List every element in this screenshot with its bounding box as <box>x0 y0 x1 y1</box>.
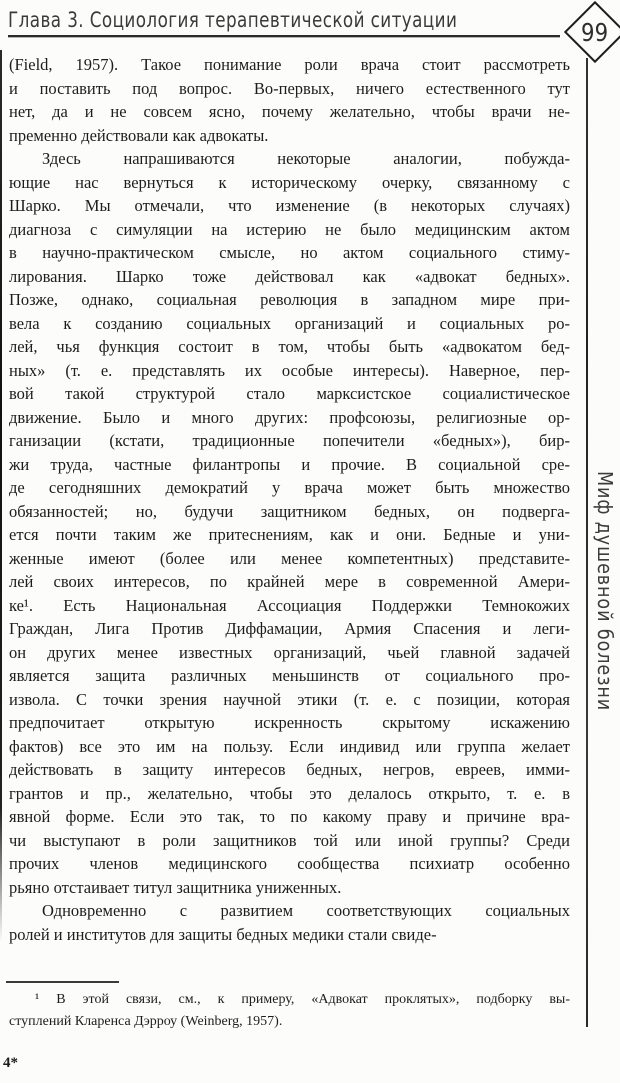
text-line: вой такой структурой стало марксистское социалистическое <box>9 384 570 403</box>
scan-left-edge <box>0 50 2 942</box>
text-line: ющие нас вернуться к историческому очерку, связанному с <box>9 172 570 192</box>
text-line: рьяно отстаивает титул защитника униженных. <box>9 877 342 897</box>
text-line: лей, чья функция состоит в том, чтобы быть «адвокатом бед- <box>9 337 570 356</box>
text-line: действовать в защиту интересов бедных, негров, евреев, имми- <box>9 760 570 779</box>
text-line: прочих членов медицинского сообщества психиатр особенно <box>9 854 570 873</box>
text-line: ганизации (кстати, традиционные попечители «бедных»), бир- <box>9 431 570 450</box>
vertical-book-title: Миф душевной болезни <box>593 470 617 712</box>
header-rule <box>8 35 560 37</box>
text-line: и поставить под вопрос. Во-первых, ничего естественного тут <box>9 78 570 98</box>
footnote <box>9 989 570 1032</box>
text-line: ке¹. Есть Национальная Ассоциация Поддержки Темнокожих <box>9 595 570 615</box>
page-number: 99 <box>581 17 609 47</box>
text-line: движение. Было и много других: профсоюзы, религиозные ор- <box>9 407 570 427</box>
text-line: предпочитает открытую искренность скрытому искажению <box>9 713 570 732</box>
right-margin-rule <box>586 58 588 1027</box>
text-line: нет, да и не совсем ясно, почему желательно, чтобы врачи не- <box>9 102 570 121</box>
page-number-diamond <box>564 1 620 63</box>
text-line: явной форме. Если это так, то по какому праву и причине вра- <box>9 807 570 826</box>
text-line: женные имеют (более или менее компетентных) представите- <box>9 548 570 568</box>
text-line: ¹ В этой связи, см., к примеру, «Адвокат проклятых», подборку вы- <box>35 992 570 1007</box>
text-line: диагноза с симуляции на истерию не было медицинским актом <box>9 219 570 239</box>
body-text <box>9 53 570 946</box>
text-line: ступлений Кларенса Дэрроу (Weinberg, 1957). <box>9 1013 283 1029</box>
text-line: лирования. Шарко тоже действовал как «адвокат бедных». <box>9 266 570 286</box>
text-line: Одновременно с развитием соответствующих социальных <box>42 901 570 920</box>
text-line: грантов и пр., желательно, чтобы это делалось открыто, т. е. в <box>9 783 570 803</box>
text-line: жи труда, частные филантропы и прочие. В социальной сре- <box>9 454 570 474</box>
text-line: вела к созданию социальных организаций и социальных ро- <box>9 313 570 333</box>
text-line: Шарко. Мы отмечали, что изменение (в некоторых случаях) <box>9 196 570 215</box>
printer-signature-mark: 4* <box>3 1055 18 1071</box>
text-line: фактов) все это им на пользу. Если индивид или группа желает <box>9 736 570 756</box>
text-line: в научно-практическом смысле, но актом социального стиму- <box>9 243 570 262</box>
text-line: является защита различных меньшинств от социального про- <box>9 666 570 685</box>
text-line: Позже, однако, социальная революция в западном мире при- <box>9 290 570 309</box>
text-line: де сегодняшних демократий у врача может быть множество <box>9 478 570 497</box>
text-line: он других менее известных организаций, чьей главной задачей <box>9 642 570 662</box>
text-line: лей своих интересов, по крайней мере в современной Амери- <box>9 572 570 591</box>
text-line: извола. С точки зрения научной этики (т. е. с позиции, которая <box>9 689 570 709</box>
text-line: ных» (т. е. представлять их особые интересы). Наверное, пер- <box>9 360 570 380</box>
text-line: (Field, 1957). Такое понимание роли врача стоит рассмотреть <box>9 55 570 74</box>
text-line: Граждан, Лига Против Диффамации, Армия Спасения и леги- <box>9 619 570 638</box>
text-line: пременно действовали как адвокаты. <box>9 125 269 145</box>
text-line: ролей и институтов для защиты бедных медики стали свиде- <box>9 924 437 944</box>
text-line: ется почти таким же притеснениям, как и они. Бедные и уни- <box>9 525 570 544</box>
footnote-separator <box>6 981 119 983</box>
text-line: Здесь напрашиваются некоторые аналогии, побужда- <box>42 149 570 168</box>
text-line: чи выступают в роли защитников той или иной группы? Среди <box>9 830 570 850</box>
text-line: обязанностей; но, будучи защитником бедных, он подверга- <box>9 501 570 521</box>
running-head-chapter-title: Глава 3. Социология терапевтической ситуации <box>8 8 458 32</box>
